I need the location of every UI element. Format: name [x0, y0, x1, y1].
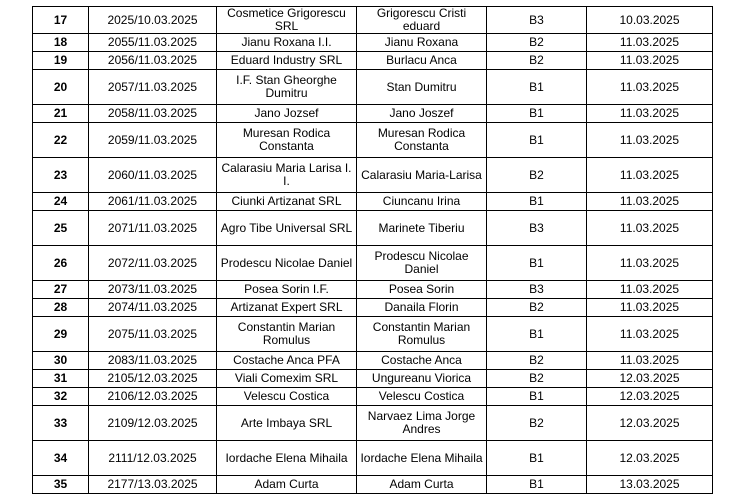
table-row	[33, 123, 713, 158]
table-row	[33, 388, 713, 406]
table-row	[33, 105, 713, 123]
date-cell: 12.03.2025	[587, 388, 713, 406]
registration-number-cell: 2105/12.03.2025	[89, 370, 217, 388]
registration-number-cell: 2025/10.03.2025	[89, 7, 217, 34]
date-cell: 11.03.2025	[587, 70, 713, 105]
company-name-cell: Jano Jozsef	[217, 105, 357, 123]
holder-name-cell: Ciuncanu Irina	[357, 193, 487, 211]
date-cell: 13.03.2025	[587, 476, 713, 494]
registration-number-cell: 2059/11.03.2025	[89, 123, 217, 158]
table-row	[33, 406, 713, 441]
company-name-cell: Prodescu Nicolae Daniel	[217, 246, 357, 281]
table-row	[33, 352, 713, 370]
date-cell: 11.03.2025	[587, 123, 713, 158]
date-cell: 11.03.2025	[587, 352, 713, 370]
company-name-cell: Iordache Elena Mihaila	[217, 441, 357, 476]
date-cell: 12.03.2025	[587, 441, 713, 476]
registration-number-cell: 2060/11.03.2025	[89, 158, 217, 193]
registration-number-cell: 2071/11.03.2025	[89, 211, 217, 246]
category-cell: B1	[487, 193, 587, 211]
company-name-cell: Posea Sorin I.F.	[217, 281, 357, 299]
company-name-cell: Calarasiu Maria Larisa I. I.	[217, 158, 357, 193]
category-cell: B1	[487, 388, 587, 406]
registration-number-cell: 2057/11.03.2025	[89, 70, 217, 105]
table-row	[33, 158, 713, 193]
row-number-cell: 28	[33, 299, 89, 317]
row-number-cell: 29	[33, 317, 89, 352]
holder-name-cell: Velescu Costica	[357, 388, 487, 406]
registration-number-cell: 2083/11.03.2025	[89, 352, 217, 370]
date-cell: 11.03.2025	[587, 52, 713, 70]
company-name-cell: Agro Tibe Universal SRL	[217, 211, 357, 246]
company-name-cell: Artizanat Expert SRL	[217, 299, 357, 317]
holder-name-cell: Danaila Florin	[357, 299, 487, 317]
row-number-cell: 20	[33, 70, 89, 105]
row-number-cell: 21	[33, 105, 89, 123]
registration-number-cell: 2177/13.03.2025	[89, 476, 217, 494]
date-cell: 11.03.2025	[587, 105, 713, 123]
row-number-cell: 35	[33, 476, 89, 494]
registration-number-cell: 2058/11.03.2025	[89, 105, 217, 123]
company-name-cell: Viali Comexim SRL	[217, 370, 357, 388]
company-name-cell: I.F. Stan Gheorghe Dumitru	[217, 70, 357, 105]
table-row	[33, 476, 713, 494]
category-cell: B3	[487, 7, 587, 34]
date-cell: 11.03.2025	[587, 281, 713, 299]
company-name-cell: Eduard Industry SRL	[217, 52, 357, 70]
registration-number-cell: 2109/12.03.2025	[89, 406, 217, 441]
category-cell: B1	[487, 105, 587, 123]
holder-name-cell: Adam Curta	[357, 476, 487, 494]
holder-name-cell: Grigorescu Cristi eduard	[357, 7, 487, 34]
registration-number-cell: 2073/11.03.2025	[89, 281, 217, 299]
category-cell: B1	[487, 123, 587, 158]
date-cell: 11.03.2025	[587, 246, 713, 281]
registry-table-body	[33, 7, 713, 494]
table-row	[33, 7, 713, 34]
table-row	[33, 211, 713, 246]
category-cell: B1	[487, 476, 587, 494]
row-number-cell: 19	[33, 52, 89, 70]
category-cell: B1	[487, 70, 587, 105]
holder-name-cell: Muresan Rodica Constanta	[357, 123, 487, 158]
row-number-cell: 17	[33, 7, 89, 34]
holder-name-cell: Costache Anca	[357, 352, 487, 370]
holder-name-cell: Calarasiu Maria-Larisa	[357, 158, 487, 193]
registration-number-cell: 2072/11.03.2025	[89, 246, 217, 281]
row-number-cell: 22	[33, 123, 89, 158]
category-cell: B1	[487, 441, 587, 476]
row-number-cell: 33	[33, 406, 89, 441]
date-cell: 11.03.2025	[587, 193, 713, 211]
date-cell: 11.03.2025	[587, 158, 713, 193]
date-cell: 12.03.2025	[587, 370, 713, 388]
row-number-cell: 32	[33, 388, 89, 406]
date-cell: 10.03.2025	[587, 7, 713, 34]
row-number-cell: 26	[33, 246, 89, 281]
registration-number-cell: 2106/12.03.2025	[89, 388, 217, 406]
holder-name-cell: Stan Dumitru	[357, 70, 487, 105]
table-row	[33, 317, 713, 352]
category-cell: B2	[487, 34, 587, 52]
company-name-cell: Ciunki Artizanat SRL	[217, 193, 357, 211]
holder-name-cell: Constantin Marian Romulus	[357, 317, 487, 352]
row-number-cell: 27	[33, 281, 89, 299]
category-cell: B2	[487, 352, 587, 370]
row-number-cell: 34	[33, 441, 89, 476]
company-name-cell: Jianu Roxana I.I.	[217, 34, 357, 52]
holder-name-cell: Burlacu Anca	[357, 52, 487, 70]
category-cell: B2	[487, 158, 587, 193]
registration-number-cell: 2061/11.03.2025	[89, 193, 217, 211]
row-number-cell: 30	[33, 352, 89, 370]
company-name-cell: Constantin Marian Romulus	[217, 317, 357, 352]
row-number-cell: 18	[33, 34, 89, 52]
row-number-cell: 25	[33, 211, 89, 246]
date-cell: 11.03.2025	[587, 317, 713, 352]
holder-name-cell: Marinete Tiberiu	[357, 211, 487, 246]
category-cell: B3	[487, 211, 587, 246]
category-cell: B1	[487, 246, 587, 281]
date-cell: 11.03.2025	[587, 34, 713, 52]
date-cell: 11.03.2025	[587, 299, 713, 317]
date-cell: 11.03.2025	[587, 211, 713, 246]
table-row	[33, 34, 713, 52]
holder-name-cell: Iordache Elena Mihaila	[357, 441, 487, 476]
table-row	[33, 70, 713, 105]
company-name-cell: Arte Imbaya SRL	[217, 406, 357, 441]
table-row	[33, 441, 713, 476]
table-row	[33, 193, 713, 211]
date-cell: 12.03.2025	[587, 406, 713, 441]
registry-table	[32, 6, 713, 494]
holder-name-cell: Narvaez Lima Jorge Andres	[357, 406, 487, 441]
table-row	[33, 246, 713, 281]
category-cell: B2	[487, 52, 587, 70]
category-cell: B1	[487, 317, 587, 352]
company-name-cell: Adam Curta	[217, 476, 357, 494]
category-cell: B2	[487, 406, 587, 441]
registration-number-cell: 2074/11.03.2025	[89, 299, 217, 317]
row-number-cell: 24	[33, 193, 89, 211]
company-name-cell: Costache Anca PFA	[217, 352, 357, 370]
category-cell: B2	[487, 299, 587, 317]
company-name-cell: Velescu Costica	[217, 388, 357, 406]
holder-name-cell: Jano Joszef	[357, 105, 487, 123]
table-row	[33, 299, 713, 317]
holder-name-cell: Jianu Roxana	[357, 34, 487, 52]
holder-name-cell: Ungureanu Viorica	[357, 370, 487, 388]
holder-name-cell: Posea Sorin	[357, 281, 487, 299]
category-cell: B3	[487, 281, 587, 299]
table-row	[33, 281, 713, 299]
company-name-cell: Muresan Rodica Constanta	[217, 123, 357, 158]
row-number-cell: 31	[33, 370, 89, 388]
registration-number-cell: 2056/11.03.2025	[89, 52, 217, 70]
row-number-cell: 23	[33, 158, 89, 193]
registration-number-cell: 2111/12.03.2025	[89, 441, 217, 476]
registration-number-cell: 2075/11.03.2025	[89, 317, 217, 352]
table-row	[33, 370, 713, 388]
holder-name-cell: Prodescu Nicolae Daniel	[357, 246, 487, 281]
registration-number-cell: 2055/11.03.2025	[89, 34, 217, 52]
table-row	[33, 52, 713, 70]
company-name-cell: Cosmetice Grigorescu SRL	[217, 7, 357, 34]
category-cell: B2	[487, 370, 587, 388]
